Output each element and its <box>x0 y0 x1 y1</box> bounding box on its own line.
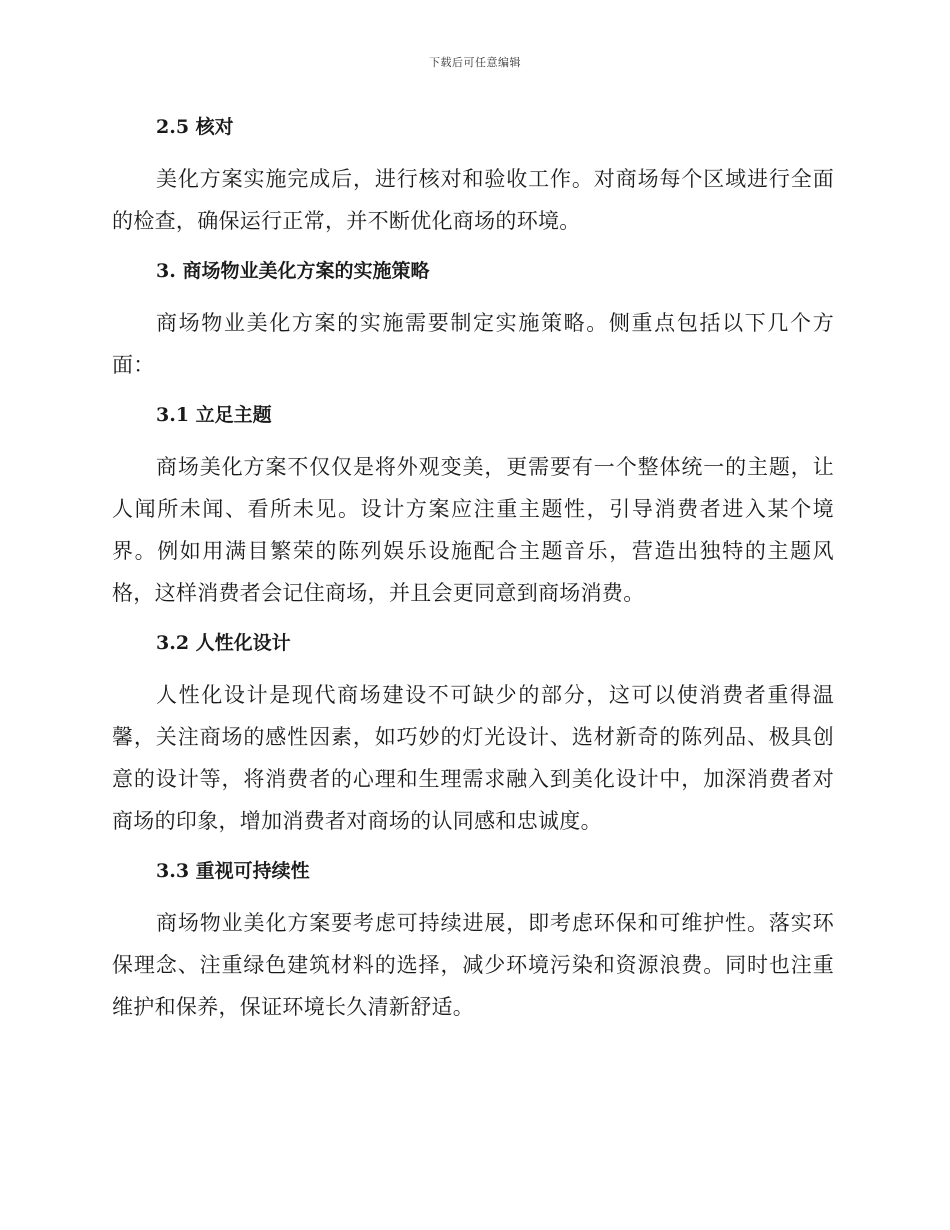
section-heading-3-1: 3.1 立足主题 <box>156 404 272 426</box>
section-paragraph-3-1: 商场美化方案不仅仅是将外观变美，更需要有一个整体统一的主题，让人闻所未闻、看所未见。设计方案应注重主题性，引导消费者进入某个境界。例如用满目繁荣的陈列娱乐设施配合主题音乐，营造出独特的主题风格，这样消费者会记住商场，并且会更同意到商场消费。 <box>112 455 834 605</box>
section-heading-3: 3. 商场物业美化方案的实施策略 <box>156 260 430 282</box>
section-heading-3-3: 3.3 重视可持续性 <box>156 860 310 882</box>
page-header: 下载后可任意编辑 <box>429 56 521 69</box>
section-paragraph-2-5: 美化方案实施完成后，进行核对和验收工作。对商场每个区域进行全面的检查，确保运行正常，并不断优化商场的环境。 <box>112 167 834 233</box>
section-paragraph-3-2: 人性化设计是现代商场建设不可缺少的部分，这可以使消费者重得温馨，关注商场的感性因素，如巧妙的灯光设计、选材新奇的陈列品、极具创意的设计等，将消费者的心理和生理需求融入到美化设计中，加深消费者对商场的印象，增加消费者对商场的认同感和忠诚度。 <box>112 683 834 833</box>
section-heading-2-5: 2.5 核对 <box>156 116 234 138</box>
section-paragraph-3: 商场物业美化方案的实施需要制定实施策略。侧重点包括以下几个方面： <box>112 311 834 377</box>
document-body <box>112 110 834 1028</box>
section-paragraph-3-3: 商场物业美化方案要考虑可持续进展，即考虑环保和可维护性。落实环保理念、注重绿色建筑材料的选择，减少环境污染和资源浪费。同时也注重维护和保养，保证环境长久清新舒适。 <box>112 911 834 1019</box>
section-heading-3-2: 3.2 人性化设计 <box>156 632 291 654</box>
